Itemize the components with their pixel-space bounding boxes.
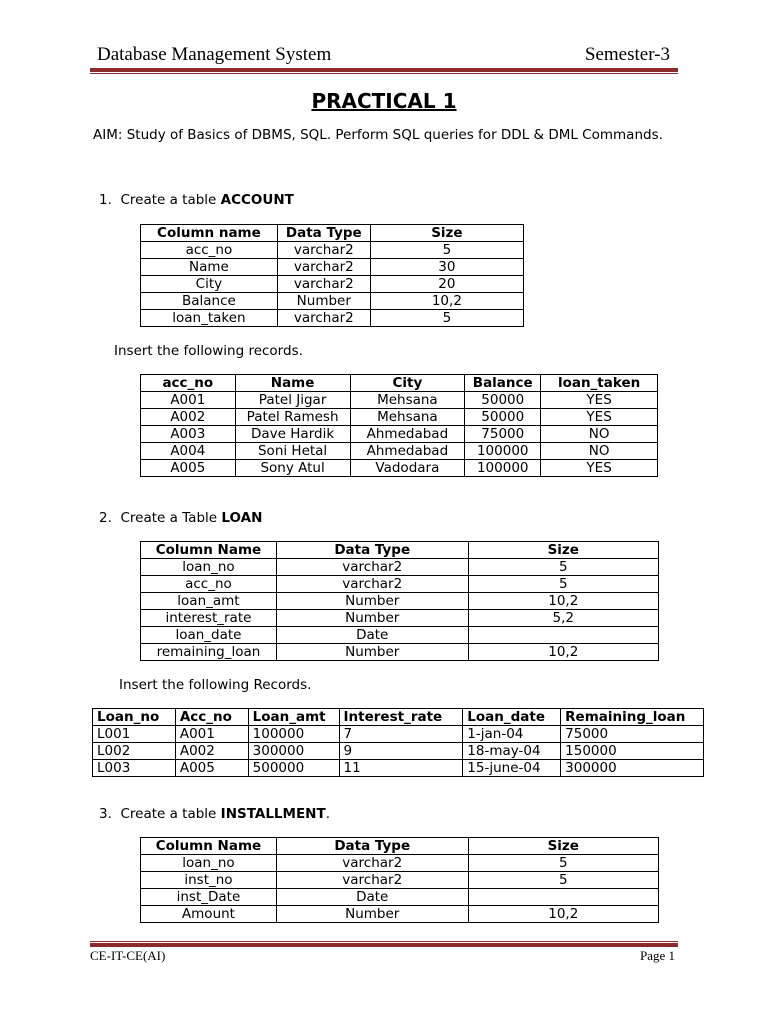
table-row [93, 726, 704, 743]
table-cell: 5,2 [468, 610, 658, 627]
table-row [141, 644, 659, 661]
table-cell: varchar2 [277, 310, 370, 327]
table-header-row [93, 709, 704, 726]
table-row [141, 426, 658, 443]
table-header-row [141, 225, 524, 242]
table-cell: Soni Hetal [235, 443, 350, 460]
table-cell: remaining_loan [141, 644, 277, 661]
column-header: acc_no [141, 375, 236, 392]
column-header: Data Type [277, 225, 370, 242]
column-header: Loan_amt [248, 709, 339, 726]
table-cell: varchar2 [276, 872, 468, 889]
table-cell: 5 [370, 242, 523, 259]
table-row [93, 760, 704, 777]
header-subject: Database Management System [97, 44, 332, 65]
table-cell: 75000 [465, 426, 541, 443]
table-row [141, 889, 659, 906]
table-cell: Number [276, 906, 468, 923]
table-cell: varchar2 [276, 559, 468, 576]
table-cell: A002 [175, 743, 248, 760]
table-cell: 300000 [248, 743, 339, 760]
table-cell: 7 [339, 726, 463, 743]
table-row [141, 443, 658, 460]
table-cell: NO [541, 426, 658, 443]
table-cell: loan_no [141, 855, 277, 872]
table-cell [468, 889, 658, 906]
table-cell: 5 [468, 872, 658, 889]
table-cell: 20 [370, 276, 523, 293]
table-cell: 5 [468, 855, 658, 872]
section-2-heading: 2. Create a Table LOAN [99, 510, 263, 526]
table-header-row [141, 375, 658, 392]
table-cell: A001 [175, 726, 248, 743]
table-cell: 100000 [248, 726, 339, 743]
header-semester: Semester-3 [584, 44, 670, 65]
table-header-row [141, 542, 659, 559]
table-row [141, 593, 659, 610]
column-header: Size [468, 542, 658, 559]
table-cell: Number [276, 644, 468, 661]
loan-records-table [92, 708, 704, 777]
table-cell: YES [541, 409, 658, 426]
table-cell: 50000 [465, 409, 541, 426]
table-header-row [141, 838, 659, 855]
table-cell: A002 [141, 409, 236, 426]
table-cell: loan_date [141, 627, 277, 644]
column-header: Acc_no [175, 709, 248, 726]
table-cell: YES [541, 460, 658, 477]
table-cell: NO [541, 443, 658, 460]
header-rule-thin [90, 73, 678, 74]
table-cell: Date [276, 627, 468, 644]
table-cell: 30 [370, 259, 523, 276]
footer-dept: CE-IT-CE(AI) [90, 948, 166, 963]
table-cell: Date [276, 889, 468, 906]
table-cell: Number [277, 293, 370, 310]
column-header: Interest_rate [339, 709, 463, 726]
table-cell: Sony Atul [235, 460, 350, 477]
column-header: Column Name [141, 542, 277, 559]
footer-rule-thin [90, 941, 678, 942]
table-cell: 150000 [561, 743, 704, 760]
section-3-heading: 3. Create a table INSTALLMENT. [99, 806, 330, 822]
table-cell: Number [276, 610, 468, 627]
table-row [141, 460, 658, 477]
column-header: Data Type [276, 542, 468, 559]
table-row [141, 293, 524, 310]
column-header: Data Type [276, 838, 468, 855]
table-cell: Patel Ramesh [235, 409, 350, 426]
table-row [141, 259, 524, 276]
table-row [93, 743, 704, 760]
section-1-table-name: ACCOUNT [220, 192, 294, 208]
table-cell: A005 [141, 460, 236, 477]
table-row [141, 276, 524, 293]
table-cell: 10,2 [468, 906, 658, 923]
table-row [141, 559, 659, 576]
table-cell: 10,2 [370, 293, 523, 310]
column-header: loan_taken [541, 375, 658, 392]
table-cell: 9 [339, 743, 463, 760]
column-header: Size [468, 838, 658, 855]
table-cell: Amount [141, 906, 277, 923]
table-cell: 75000 [561, 726, 704, 743]
table-cell: 10,2 [468, 644, 658, 661]
section-3-table-name: INSTALLMENT [220, 806, 326, 822]
column-header: Loan_date [463, 709, 561, 726]
table-cell: A004 [141, 443, 236, 460]
table-cell: 300000 [561, 760, 704, 777]
table-cell: varchar2 [276, 576, 468, 593]
page-header [90, 44, 678, 68]
table-cell: loan_taken [141, 310, 278, 327]
table-row [141, 906, 659, 923]
table-row [141, 610, 659, 627]
footer-rule [90, 943, 678, 947]
table-cell: Vadodara [350, 460, 465, 477]
table-cell: 1-jan-04 [463, 726, 561, 743]
column-header: City [350, 375, 465, 392]
table-row [141, 627, 659, 644]
table-row [141, 242, 524, 259]
column-header: Loan_no [93, 709, 176, 726]
table-cell: A003 [141, 426, 236, 443]
table-cell: 500000 [248, 760, 339, 777]
table-cell: YES [541, 392, 658, 409]
column-header: Column name [141, 225, 278, 242]
table-cell: varchar2 [276, 855, 468, 872]
page-title: PRACTICAL 1 [311, 89, 457, 113]
table-cell: L003 [93, 760, 176, 777]
table-cell: 5 [370, 310, 523, 327]
table-row [141, 409, 658, 426]
table-cell: loan_amt [141, 593, 277, 610]
column-header: Size [370, 225, 523, 242]
table-cell: 5 [468, 576, 658, 593]
table-cell: inst_no [141, 872, 277, 889]
footer-page-number: Page 1 [639, 948, 675, 963]
column-header: Balance [465, 375, 541, 392]
table-cell: Mehsana [350, 409, 465, 426]
table-cell: inst_Date [141, 889, 277, 906]
table-row [141, 392, 658, 409]
table-cell: varchar2 [277, 242, 370, 259]
table-cell: loan_no [141, 559, 277, 576]
table-cell: A001 [141, 392, 236, 409]
table-cell: Name [141, 259, 278, 276]
section-2-insert-note: Insert the following Records. [119, 677, 312, 693]
column-header: Column Name [141, 838, 277, 855]
table-cell: 100000 [465, 443, 541, 460]
table-cell: L002 [93, 743, 176, 760]
table-cell: Number [276, 593, 468, 610]
table-cell: 10,2 [468, 593, 658, 610]
loan-schema-table [140, 541, 659, 661]
table-cell: 15-june-04 [463, 760, 561, 777]
table-cell: Mehsana [350, 392, 465, 409]
table-cell: 18-may-04 [463, 743, 561, 760]
table-cell: Patel Jigar [235, 392, 350, 409]
table-cell: A005 [175, 760, 248, 777]
table-cell: Balance [141, 293, 278, 310]
section-2-table-name: LOAN [221, 510, 263, 526]
table-cell: varchar2 [277, 276, 370, 293]
aim-paragraph: AIM: Study of Basics of DBMS, SQL. Perform SQL queries for DDL & DML Commands. [93, 127, 663, 143]
table-row [141, 872, 659, 889]
table-cell: 50000 [465, 392, 541, 409]
section-1-heading: 1. Create a table ACCOUNT [99, 192, 294, 208]
table-cell: interest_rate [141, 610, 277, 627]
table-cell: 5 [468, 559, 658, 576]
table-cell: 11 [339, 760, 463, 777]
account-records-table [140, 374, 658, 477]
table-row [141, 855, 659, 872]
table-cell [468, 627, 658, 644]
table-cell: acc_no [141, 242, 278, 259]
table-cell: L001 [93, 726, 176, 743]
section-1-insert-note: Insert the following records. [114, 343, 303, 359]
column-header: Remaining_loan [561, 709, 704, 726]
installment-schema-table [140, 837, 659, 923]
table-row [141, 576, 659, 593]
table-cell: City [141, 276, 278, 293]
table-cell: acc_no [141, 576, 277, 593]
table-cell: Ahmedabad [350, 443, 465, 460]
table-row [141, 310, 524, 327]
table-cell: 100000 [465, 460, 541, 477]
table-cell: Dave Hardik [235, 426, 350, 443]
table-cell: Ahmedabad [350, 426, 465, 443]
column-header: Name [235, 375, 350, 392]
table-cell: varchar2 [277, 259, 370, 276]
account-schema-table [140, 224, 524, 327]
header-rule [90, 68, 678, 72]
